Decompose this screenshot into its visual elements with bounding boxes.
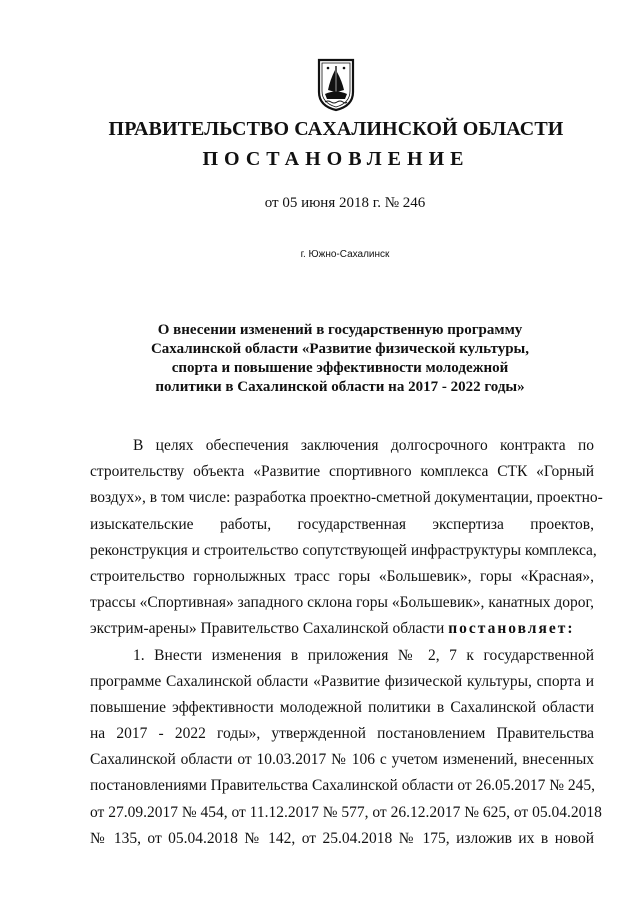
body-line: реконструкция и строительство сопутствующей инфраструктуры комплекса, (90, 541, 597, 559)
document-type: ПОСТАНОВЛЕНИЕ (202, 148, 470, 170)
body-line-text: экстрим-арены» Правительство Сахалинской области (90, 620, 449, 638)
body-line: № 135, от 05.04.2018 № 142, от 25.04.2018 № 175, изложив их в новой (90, 829, 594, 847)
document-heading (130, 321, 550, 397)
body-line (90, 616, 594, 642)
heading-line: спорта и повышение эффективности молодежной (171, 360, 509, 376)
heading-line: политики в Сахалинской области на 2017 - 2022 годы» (155, 379, 525, 395)
body-line: программе Сахалинской области «Развитие физической культуры, спорта и (90, 672, 594, 690)
sakhalin-coat-of-arms-icon (316, 56, 356, 112)
resolves-keyword: постановляет: (448, 620, 575, 638)
body-line: строительство горнолыжных трасс горы «Большевик», горы «Красная», (90, 567, 594, 585)
body-line: постановлениями Правительства Сахалинской области от 26.05.2017 № 245, (90, 777, 595, 795)
body-line: повышение эффективности молодежной политики в Сахалинской области (90, 698, 594, 716)
document-date-number: от 05 июня 2018 г. № 246 (264, 195, 426, 211)
document-body (90, 433, 603, 852)
body-line: на 2017 - 2022 годы», утвержденной постановлением Правительства (90, 725, 594, 743)
body-line: 1. Внести изменения в приложения № 2, 7 к государственной (133, 646, 594, 664)
government-title: ПРАВИТЕЛЬСТВО САХАЛИНСКОЙ ОБЛАСТИ (108, 118, 564, 140)
body-line: Сахалинской области от 10.03.2017 № 106 с учетом изменений, внесенных (90, 751, 594, 769)
document-city: г. Южно-Сахалинск (300, 249, 390, 260)
body-line: от 27.09.2017 № 454, от 11.12.2017 № 577, от 26.12.2017 № 625, от 05.04.2018 (90, 803, 602, 821)
heading-line: О внесении изменений в государственную программу (157, 322, 523, 338)
heading-line: Сахалинской области «Развитие физической культуры, (150, 341, 530, 357)
body-line: изыскательские работы, государственная экспертиза проектов, (90, 515, 594, 533)
body-line: воздух», в том числе: разработка проектно-сметной документации, проектно- (90, 489, 603, 507)
body-line: трассы «Спортивная» западного склона горы «Большевик», канатных дорог, (90, 594, 594, 612)
body-line: В целях обеспечения заключения долгосрочного контракта по (133, 437, 594, 454)
body-line: строительству объекта «Развитие спортивного комплекса СТК «Горный (90, 463, 594, 481)
